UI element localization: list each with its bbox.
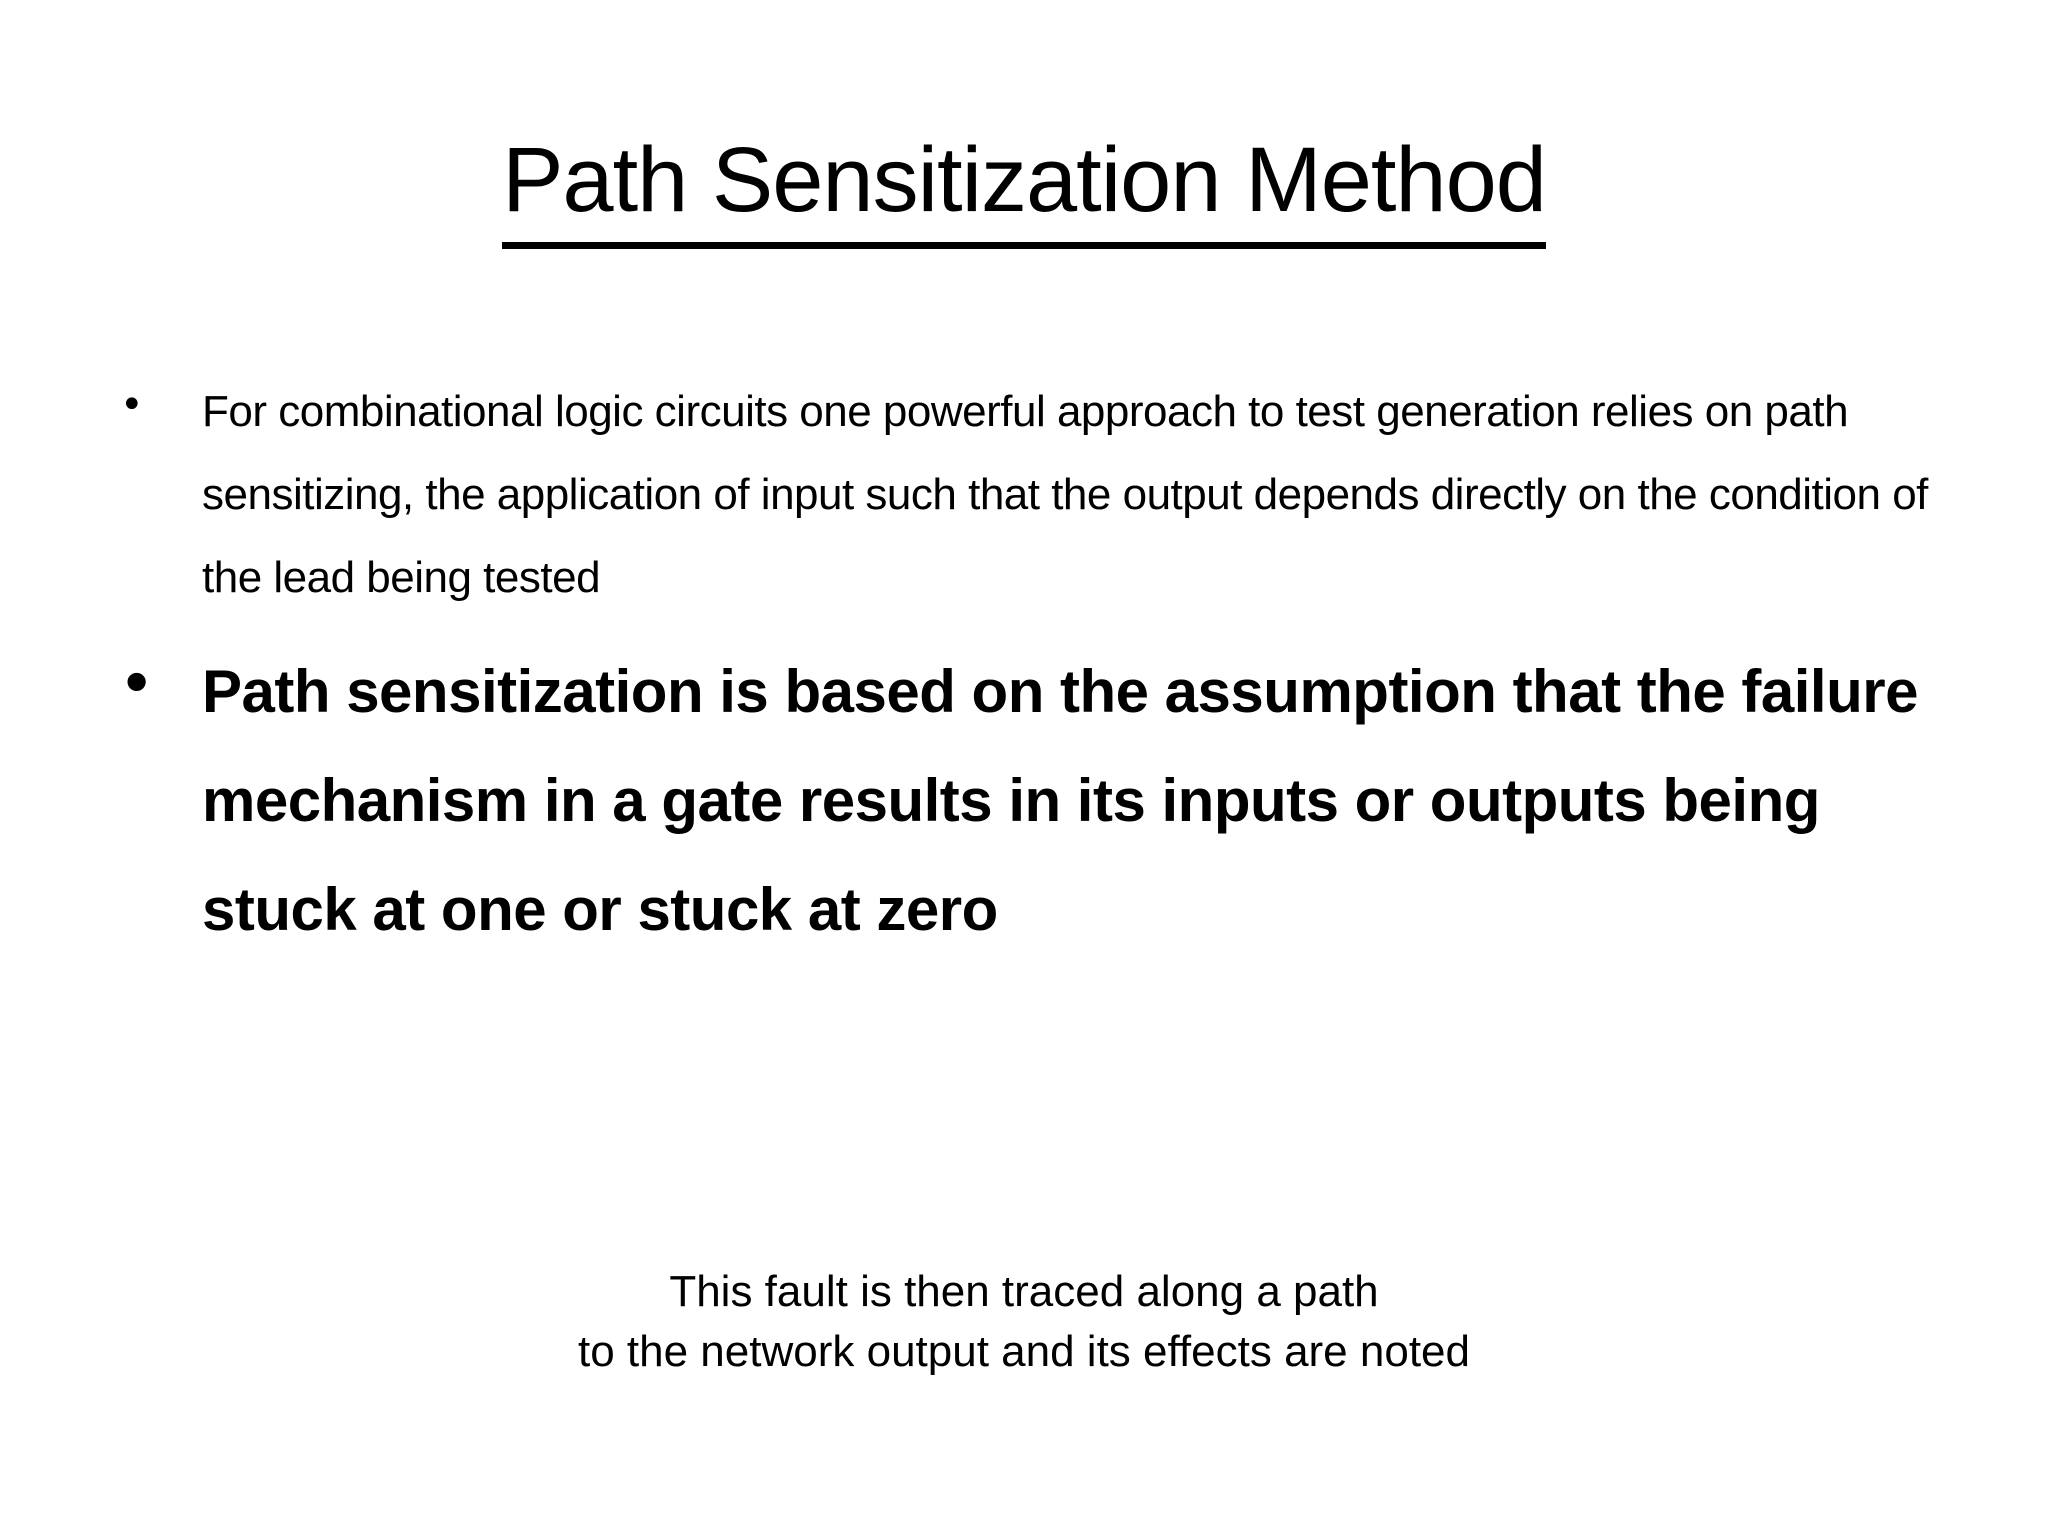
footnote [0,1262,2048,1382]
footnote-line-1: This fault is then traced along a path [669,1267,1379,1316]
bullet-item [120,370,1950,619]
bullet-icon: • [120,382,144,428]
slide-title-text: Path Sensitization Method [502,120,1546,249]
bullet-item [120,637,1950,964]
bullet-text: For combinational logic circuits one powerful approach to test generation relies on path sensitizing, the application of input such that the output depends directly on the condition of the lead being tested [202,387,1928,602]
bullet-list [120,370,1950,964]
footnote-line-2: to the network output and its effects are noted [578,1327,1470,1376]
slide-title [0,120,2048,249]
bullet-icon: • [120,654,153,714]
bullet-text: Path sensitization is based on the assumption that the failure mechanism in a gate results in its inputs or outputs being stuck at one or stuck at zero [202,658,1918,943]
